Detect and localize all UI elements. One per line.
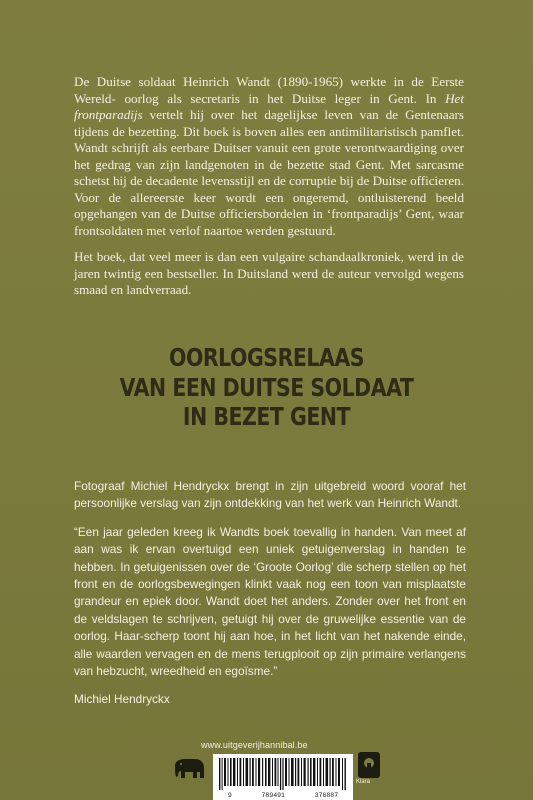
barcode bbox=[213, 754, 353, 800]
barcode-digit-right: 376887 bbox=[314, 792, 339, 799]
paragraph-intro bbox=[74, 74, 464, 239]
klara-label: Klara bbox=[356, 779, 371, 785]
book-title: Het frontparadijs bbox=[74, 90, 464, 122]
barcode-digit-left: 789491 bbox=[261, 792, 285, 799]
elephant-icon bbox=[171, 756, 207, 780]
publisher-url[interactable]: www.uitgeverijhannibal.be bbox=[201, 740, 308, 750]
intro-line-3: hij over het dagelijkse leven van de Gentenaars tijdens de bezetting. bbox=[74, 107, 465, 139]
intro-rest: Dit boek is boven alles een antimilitaristisch pamflet. Wandt schrijft als eerbare Duitser vanuit een grote verontwaardiging over het gedrag van zijn landgenoten in de bezette stad Gent. Met sarcasme schetst hij de decadente levensstijl en de corruptie bij de Duitse officieren. Voor de allereerste keer wordt een ongeremd, ontluisterend beeld opgehangen van de Duitse officiersbordelen in ‘frontparadijs’ Gent, waar frontsoldaten met verlof naartoe werden gestuurd. bbox=[74, 123, 464, 238]
headline-line-2: VAN EEN DUITSE SOLDAAT bbox=[119, 372, 414, 402]
photographer-signature: Michiel Hendryckx bbox=[74, 692, 170, 707]
barcode-digit-prefix: 9 bbox=[227, 792, 232, 799]
blurb-sans bbox=[74, 478, 466, 720]
photographer-intro: Fotograaf Michiel Hendryckx brengt in zijn uitgebreid woord vooraf het persoonlijke verslag van zijn ontdekking van het werk van Heinrich Wandt. bbox=[74, 479, 466, 511]
barcode-bars bbox=[219, 758, 347, 790]
headline-line-3: IN BEZET GENT bbox=[182, 402, 351, 431]
barcode-digits bbox=[213, 792, 353, 799]
headline-line-1: OORLOGSRELAAS bbox=[169, 343, 364, 372]
paragraph-bestseller: Het boek, dat veel meer is dan een vulgaire schandaalkroniek, werd in de jaren twintig een bestseller. In Duitsland werd de auteur vervolgd wegens smaad en landverraad. bbox=[74, 249, 464, 297]
blurb-serif bbox=[74, 74, 464, 309]
headline bbox=[81, 343, 452, 432]
photographer-quote: “Een jaar geleden kreeg ik Wandts boek toevallig in handen. Van meet af aan was ik ervan overtuigd een uniek getuigenverslag in handen te hebben. In getuigenissen over de ‘Groote Oorlog’ die scherp stellen op het front en de oorlogsbewegingen klinkt vaak nog een toon van misplaatste grandeur en epiek door. Wandt doet het anders. Zonder over het front en de veldslagen te schrijven, getuigt hij over de gruwelijke essentie van de oorlog. Haar-scherp toont hij aan hoe, in het licht van het nakende einde, alle waarden vervagen en de mens terugplooit op zijn primaire verlangens van hebzucht, wreedheid en egoïsme.” bbox=[74, 524, 466, 679]
intro-line-2: oorlog als secretaris in het Duitse leger in Gent. In bbox=[124, 90, 446, 106]
intro-line-2-end: vertelt bbox=[142, 107, 184, 122]
intro-line-1: De Duitse soldaat Heinrich Wandt (1890-1965) werkte in de Eerste Wereld- bbox=[74, 74, 464, 106]
klara-logo-icon bbox=[358, 752, 380, 780]
